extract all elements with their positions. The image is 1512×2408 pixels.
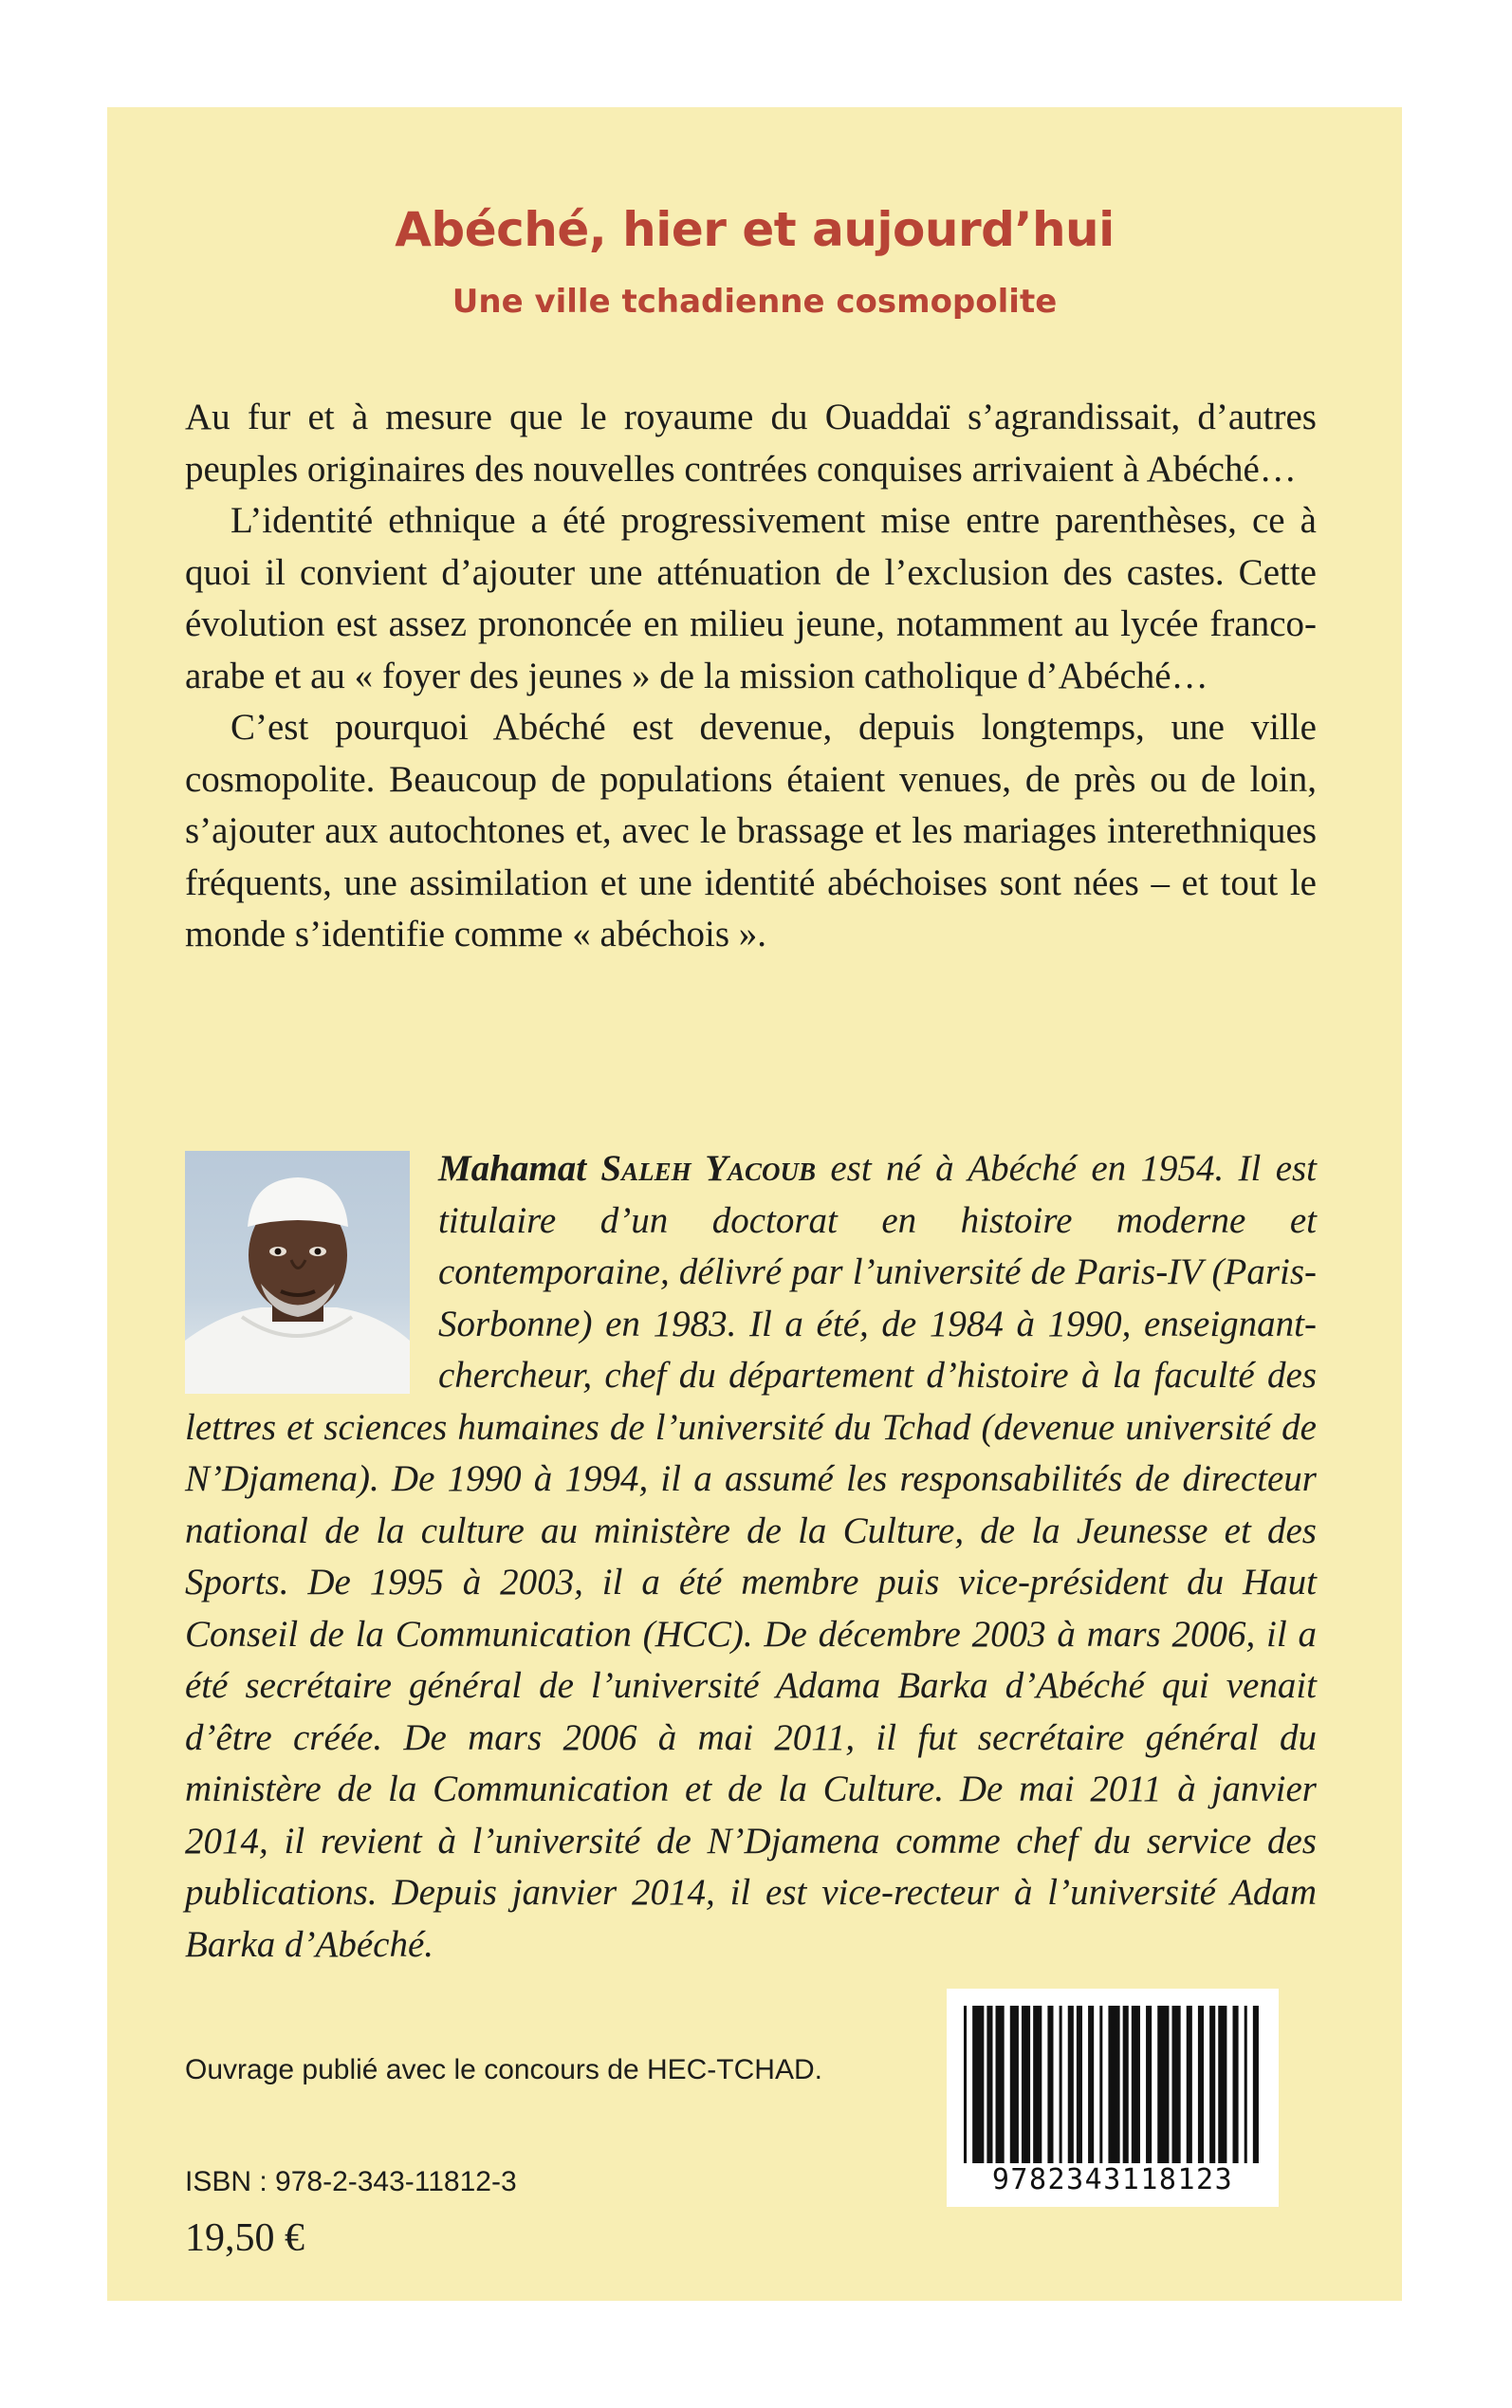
- barcode-bar: [1172, 2006, 1181, 2163]
- author-bio-text: est né à Abéché en 1954. Il est titulaire d’un doctorat en histoire moderne et contemporaine, délivré par l’université de Paris-IV (Paris-Sorbonne) en 1983. Il a été, de 1984 à 1990, enseignant-chercheur, chef du département d’histoire à la faculté des lettres et sciences humaines de l’université du Tchad (devenue université de N’Djamena). De 1990 à 1994, il a assumé les responsabilités de directeur national de la culture au ministère de la Culture, de la Jeunesse et des Sports. De 1995 à 2003, il a été membre puis vice-président du Haut Conseil de la Communication (HCC). De décembre 2003 à mars 2006, il a été secrétaire général de l’université Adama Barka d’Abéché qui venait d’être créée. De mars 2006 à mai 2011, il fut secrétaire général du ministère de la Communication et de la Culture. De mai 2011 à janvier 2014, il revient à l’université de N’Djamena comme chef du service des publications. Depuis janvier 2014, il est vice-recteur à l’université Adam Barka d’Abéché.: [185, 1148, 1318, 1965]
- author-bio: [185, 1143, 1317, 1971]
- barcode-bar: [1068, 2006, 1074, 2163]
- author-first-name: Mahamat: [438, 1148, 587, 1189]
- barcode-bar: [1077, 2006, 1082, 2163]
- publisher-note: Ouvrage publié avec le concours de HEC-TCHAD.: [185, 2054, 822, 2085]
- barcode-bar: [1132, 2006, 1140, 2163]
- barcode-bar: [996, 2006, 1005, 2163]
- back-cover: [107, 107, 1402, 2301]
- author-last-name: Saleh Yacoub: [600, 1148, 817, 1189]
- blurb-paragraph-1: Au fur et à mesure que le royaume du Ouaddaï s’agrandissait, d’autres peuples originaires des nouvelles contrées conquises arrivaient à Abéché…: [185, 397, 1317, 490]
- barcode-bar: [1157, 2006, 1169, 2163]
- blurb-text: [185, 392, 1317, 961]
- barcode-bar: [1033, 2006, 1042, 2163]
- barcode-bar: [1010, 2006, 1019, 2163]
- barcode-bar: [1022, 2006, 1030, 2163]
- barcode-bar: [1108, 2006, 1119, 2163]
- barcode: [947, 1989, 1279, 2207]
- blurb-paragraph-3: C’est pourquoi Abéché est devenue, depuis longtemps, une ville cosmopolite. Beaucoup de populations étaient venues, de près ou de loin, s’ajouter aux autochtones et, avec le brassage et les mariages interethniques fréquents, une assimilation et une identité abéchoises sont nées – et tout le monde s’identifie comme « abéchois ».: [185, 707, 1317, 954]
- barcode-bar: [1146, 2006, 1152, 2163]
- barcode-bar: [1233, 2006, 1239, 2163]
- barcode-bar: [1209, 2006, 1215, 2163]
- author-photo: [185, 1151, 410, 1394]
- barcode-bar: [1253, 2006, 1259, 2163]
- barcode-bar: [1198, 2006, 1204, 2163]
- barcode-bar: [1123, 2006, 1129, 2163]
- barcode-bars: [964, 2006, 1262, 2163]
- barcode-digits: 9782343118123: [991, 2163, 1234, 2196]
- barcode-bar: [1218, 2006, 1226, 2163]
- barcode-bar: [1060, 2006, 1062, 2163]
- blurb-paragraph-2: L’identité ethnique a été progressivement mise entre parenthèses, ce à quoi il convient d’ajouter une atténuation de l’exclusion des castes. Cette évolution est assez prononcée en milieu jeune, notamment au lycée franco-arabe et au « foyer des jeunes » de la mission catholique d’Abéché…: [185, 500, 1317, 696]
- isbn: ISBN : 978-2-343-11812-3: [185, 2166, 517, 2197]
- barcode-bar: [1099, 2006, 1102, 2163]
- book-subtitle: Une ville tchadienne cosmopolite: [452, 283, 1058, 321]
- barcode-bar: [1088, 2006, 1094, 2163]
- barcode-bar: [1187, 2006, 1192, 2163]
- barcode-bar: [964, 2006, 967, 2163]
- barcode-bar: [1047, 2006, 1053, 2163]
- price: 19,50 €: [185, 2216, 304, 2260]
- barcode-bar: [1245, 2006, 1247, 2163]
- book-title: Abéché, hier et aujourd’hui: [395, 202, 1115, 257]
- barcode-bar: [972, 2006, 984, 2163]
- barcode-bar: [986, 2006, 992, 2163]
